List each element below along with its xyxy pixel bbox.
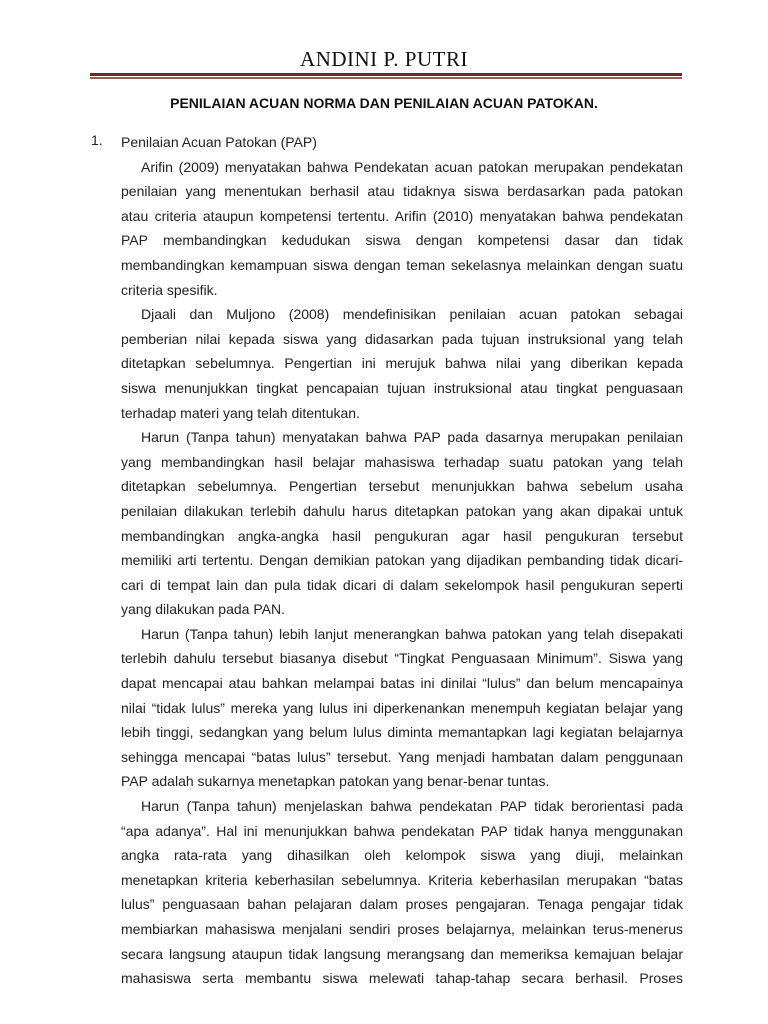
- paragraph-line: mahasiswa serta membantu siswa melewati tahap-tahap secara berhasil. Proses: [121, 970, 683, 987]
- header-divider: [90, 73, 682, 76]
- paragraph-line: lulus” penguasaan bahan pelajaran dalam proses pengajaran. Tenaga pengajar tidak: [121, 896, 683, 913]
- paragraph-line: pemberian nilai kepada siswa yang didasarkan pada tujuan instruksional yang telah: [121, 330, 683, 347]
- paragraph-line: Harun (Tanpa tahun) menyatakan bahwa PAP pada dasarnya merupakan penilaian: [141, 429, 683, 446]
- paragraph-line: sehingga mencapai “batas lulus” tersebut. Yang menjadi hambatan dalam penggunaan: [121, 748, 683, 765]
- paragraph-line: ditetapkan sebelumnya. Pengertian tersebut menunjukkan bahwa sebelum usaha: [121, 478, 683, 495]
- header-divider-secondary: [90, 77, 682, 79]
- paragraph-line: criteria spesifik.: [121, 281, 218, 298]
- paragraph-line: PAP membandingkan kedudukan siswa dengan kompetensi dasar dan tidak: [121, 232, 683, 249]
- paragraph-line: yang dilakukan pada PAN.: [121, 601, 285, 618]
- paragraph: [121, 796, 683, 993]
- paragraph-line: membandingkan kemampuan siswa dengan teman sekelasnya melainkan dengan suatu: [121, 256, 683, 273]
- paragraph: [121, 157, 683, 305]
- paragraph-line: nilai “tidak lulus” mereka yang lulus ini diperkenankan menempuh kegiatan belajar yang: [121, 699, 683, 716]
- paragraph-line: dapat mencapai atau bahkan melampai batas ini dinilai “lulus” dan belum mencapainya: [121, 675, 683, 692]
- document-title: PENILAIAN ACUAN NORMA DAN PENILAIAN ACUAN PATOKAN.: [170, 95, 598, 111]
- paragraph-line: cari di tempat lain dan pula tidak dicari di dalam sekelompok hasil pengukuran seperti: [121, 576, 683, 593]
- paragraph-line: memiliki arti tertentu. Dengan demikian patokan yang dijadikan pembanding tidak dicari-: [121, 552, 683, 569]
- paragraph-line: PAP adalah sukarnya menetapkan patokan yang benar-benar tuntas.: [121, 773, 550, 790]
- paragraph-line: Arifin (2009) menyatakan bahwa Pendekatan acuan patokan merupakan pendekatan: [141, 158, 683, 175]
- paragraph-line: Djaali dan Muljono (2008) mendefinisikan penilaian acuan patokan sebagai: [141, 306, 683, 323]
- paragraph-line: terlebih dahulu tersebut biasanya disebut “Tingkat Penguasaan Minimum”. Siswa yang: [121, 650, 683, 667]
- paragraph: [121, 304, 683, 427]
- paragraph-line: terhadap materi yang telah ditentukan.: [121, 404, 360, 421]
- paragraph-line: menetapkan kriteria keberhasilan sebelumnya. Kriteria keberhasilan merupakan “batas: [121, 871, 683, 888]
- section-number: 1.: [91, 132, 103, 148]
- paragraph-line: membandingkan angka-angka hasil pengukuran agar hasil pengukuran tersebut: [121, 527, 683, 544]
- document-author-header: ANDINI P. PUTRI: [300, 47, 468, 71]
- document-body: [121, 132, 683, 993]
- paragraph-line: penilaian dilakukan terlebih dahulu harus ditetapkan patokan yang akan dipakai untuk: [121, 502, 683, 519]
- section-title: Penilaian Acuan Patokan (PAP): [121, 134, 317, 150]
- paragraph-line: siswa menunjukkan tingkat pencapaian tujuan instruksional atau tingkat penguasaan: [121, 379, 683, 396]
- paragraph-line: atau criteria ataupun kompetensi tertentu. Arifin (2010) menyatakan bahwa pendekatan: [121, 207, 683, 224]
- paragraph-line: secara langsung ataupun tidak langsung merangsang dan memeriksa kemajuan belajar: [121, 945, 683, 962]
- paragraph: [121, 427, 683, 624]
- paragraph-line: Harun (Tanpa tahun) menjelaskan bahwa pendekatan PAP tidak berorientasi pada: [141, 798, 683, 815]
- paragraph-line: lebih tinggi, sedangkan yang belum lulus diminta memantapkan lagi kegiatan belajarnya: [121, 724, 683, 741]
- paragraph-line: “apa adanya”. Hal ini menunjukkan bahwa pendekatan PAP tidak hanya menggunakan: [121, 822, 683, 839]
- paragraph-line: ditetapkan sebelumnya. Pengertian ini merujuk bahwa nilai yang diberikan kepada: [121, 355, 683, 372]
- paragraph-line: Harun (Tanpa tahun) lebih lanjut menerangkan bahwa patokan yang telah disepakati: [141, 625, 683, 642]
- paragraph: [121, 624, 683, 796]
- paragraph-line: angka rata-rata yang dihasilkan oleh kelompok siswa yang diuji, melainkan: [121, 847, 683, 864]
- paragraph-line: penilaian yang menentukan berhasil atau tidaknya siswa berdasarkan pada patokan: [121, 183, 683, 200]
- paragraph-line: membiarkan mahasiswa menjalani sendiri proses belajarnya, melainkan terus-menerus: [121, 921, 683, 937]
- paragraph-line: yang membandingkan hasil belajar mahasiswa terhadap suatu patokan yang telah: [121, 453, 683, 470]
